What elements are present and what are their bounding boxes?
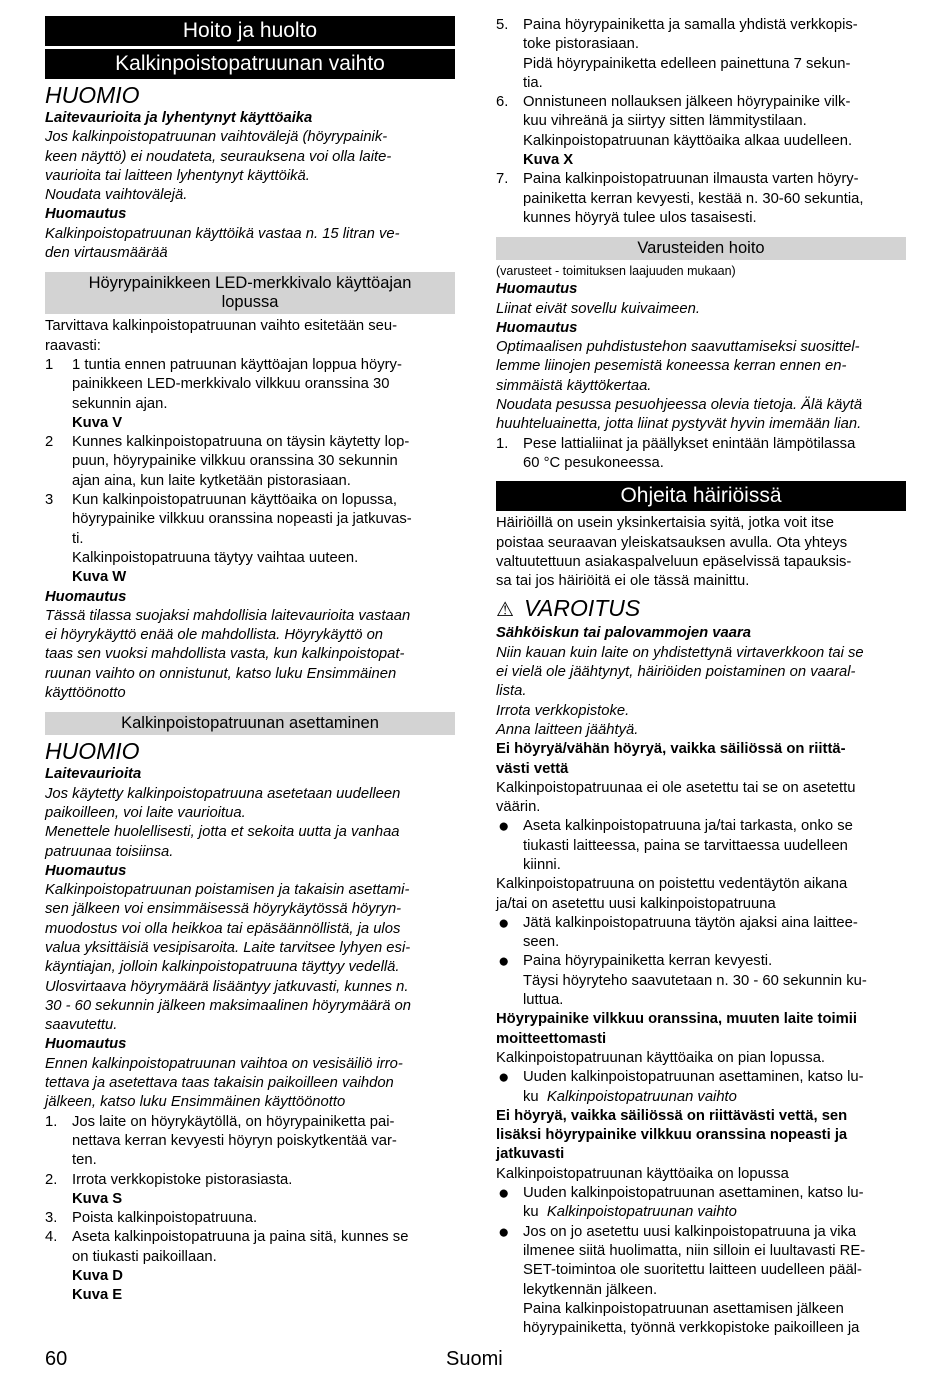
section-heading-cartridge-replacement: Kalkinpoistopatruunan vaihto bbox=[45, 49, 455, 79]
step-item bbox=[45, 1171, 455, 1210]
text-line: Kun kalkinpoistopatruunan käyttöaika on lopussa, bbox=[72, 492, 397, 509]
text-line: Kalkinpoistopatruunaa ei ole asetettu tai se on asetettu bbox=[496, 779, 856, 796]
figure-reference: Kuva V bbox=[72, 414, 123, 431]
text-line: taas sen vuoksi mahdollista vasta, kun kalkinpoistopat- bbox=[45, 646, 405, 663]
note-title: Huomautus bbox=[496, 319, 578, 336]
step-number: 7. bbox=[496, 171, 509, 188]
text-line: jälkeen, katso luku Ensimmäinen käyttöönotto bbox=[45, 1094, 346, 1111]
text-line: lekytkennän jälkeen. bbox=[523, 1281, 658, 1298]
notice-subtitle: Laitevaurioita bbox=[45, 766, 142, 783]
accessories-scope-note: (varusteet - toimituksen laajuuden mukaan) bbox=[496, 264, 736, 279]
text-line: Ennen kalkinpoistopatruunan vaihtoa on vesisäiliö irro- bbox=[45, 1055, 403, 1072]
note-body bbox=[45, 881, 455, 1035]
problem-cause: Kalkinpoistopatruunan käyttöaika on lopussa bbox=[496, 1165, 789, 1182]
text-line: saavutettu. bbox=[45, 1017, 118, 1034]
note-body bbox=[496, 338, 906, 434]
notice-body bbox=[45, 128, 455, 205]
text-line: ten. bbox=[72, 1152, 97, 1169]
bullet-icon: ● bbox=[498, 1067, 510, 1089]
remedy-bullet bbox=[496, 914, 906, 953]
text-line: Aseta kalkinpoistopatruuna ja paina sitä, kunnes se bbox=[72, 1229, 409, 1246]
text-line: Paina kalkinpoistopatruunan ilmausta varten höyry- bbox=[523, 171, 859, 188]
text-line: Uuden kalkinpoistopatruunan asettaminen, katso lu- bbox=[523, 1069, 864, 1086]
text-line: Jos laite on höyrykäytöllä, on höyrypainiketta pai- bbox=[72, 1113, 395, 1130]
text-line: Häiriöillä on usein yksinkertaisia syitä, jotka voit itse bbox=[496, 515, 835, 532]
text-line: puun, höyrypainike vilkkuu oranssina 30 sekunnin bbox=[72, 453, 398, 470]
remedy-bullet bbox=[496, 1068, 906, 1107]
text-line: 60 °C pesukoneessa. bbox=[523, 454, 664, 471]
figure-reference: Kuva D bbox=[72, 1268, 123, 1285]
notice-subtitle: Laitevaurioita ja lyhentynyt käyttöaika bbox=[45, 110, 313, 126]
note-body bbox=[496, 300, 906, 319]
text-line: Kalkinpoistopatruuna täytyy vaihtaa uuteen. bbox=[72, 549, 359, 566]
warning-body bbox=[496, 644, 906, 740]
step-number: 1. bbox=[45, 1113, 58, 1130]
text-line: Kalkinpoistopatruunan poistamisen ja takaisin asettami- bbox=[45, 882, 410, 899]
text-line: raavasti: bbox=[45, 337, 101, 354]
text-line: Uuden kalkinpoistopatruunan asettaminen, katso lu- bbox=[523, 1185, 864, 1202]
text-line: keen näyttö) ei noudateta, seurauksena voi olla laite- bbox=[45, 148, 392, 165]
problem-cause bbox=[496, 779, 906, 818]
text-line: väärin. bbox=[496, 799, 541, 816]
step-number: 5. bbox=[496, 17, 509, 33]
text-line: Kalkinpoistopatruunan käyttöikä vastaa n. 15 litran ve- bbox=[45, 225, 400, 242]
text-line: Höyrypainikkeen LED-merkkivalo käyttöajan bbox=[88, 274, 412, 293]
text-line: 30 - 60 sekunnin jälkeen maksimaalinen höyrymäärä on bbox=[45, 997, 412, 1014]
text-line: Pese lattialiinat ja päällykset enintään lämpötilassa bbox=[523, 435, 856, 452]
text-line: Kalkinpoistopatruuna on poistettu vedentäytön aikana bbox=[496, 876, 848, 893]
figure-reference: Kuva W bbox=[72, 569, 127, 586]
text-line: sa tai jos häiriöitä ei ole tässä mainittu. bbox=[496, 573, 750, 590]
text-line: Jätä kalkinpoistopatruuna täytön ajaksi aina laittee- bbox=[523, 914, 858, 931]
step-number: 2. bbox=[45, 1171, 58, 1188]
text-line: Jos on jo asetettu uusi kalkinpoistopatruuna ja vika bbox=[523, 1223, 857, 1240]
note-body bbox=[45, 225, 455, 264]
text-line: ei vielä ole jäähtynyt, häiriöiden poistaminen on vaaral- bbox=[496, 664, 856, 681]
notice-title: HUOMIO bbox=[45, 82, 140, 108]
note-title: Huomautus bbox=[45, 862, 127, 879]
warning-title: VAROITUS bbox=[523, 595, 641, 622]
text-line: muodostus voi olla heikkoa tai epäsäännöllistä, ja ulos bbox=[45, 920, 401, 937]
text-line: ti. bbox=[72, 530, 84, 547]
text-line: Anna laitteen jäähtyä. bbox=[496, 721, 639, 738]
text-line: 1 tuntia ennen patruunan käyttöajan loppua höyry- bbox=[72, 356, 402, 373]
remedy-bullet bbox=[496, 1184, 906, 1223]
step-number: 3. bbox=[45, 1210, 58, 1227]
step-item bbox=[45, 1209, 455, 1228]
text-line: valua yksittäisiä vesipisaroita. Laite tarvitsee lyhyen esi- bbox=[45, 939, 411, 956]
text-line: Ei höyryä, vaikka säiliössä on riittävästi vettä, sen bbox=[496, 1107, 848, 1124]
text-line: Täysi höyryteho saavutetaan n. 30 - 60 sekunnin ku- bbox=[523, 972, 867, 989]
figure-reference: Kuva S bbox=[72, 1190, 123, 1207]
text-line: Jos kalkinpoistopatruunan vaihtovälejä (höyrypainik- bbox=[45, 129, 388, 146]
note-body bbox=[45, 607, 455, 703]
text-line bbox=[523, 1203, 906, 1222]
remedy-bullet bbox=[496, 952, 906, 1010]
text-line: Ulosvirtaava höyrymäärä lisääntyy jatkuvasti, kunnes n. bbox=[45, 978, 409, 995]
page-number: 60 bbox=[45, 1348, 68, 1370]
text-line: luttua. bbox=[523, 992, 564, 1009]
text-line: ilmenee siitä huolimatta, niin silloin ei luultavasti RE- bbox=[523, 1242, 866, 1259]
text-line: Noudata pesussa pesuohjeessa olevia tietoja. Älä käytä bbox=[496, 397, 863, 414]
step-item bbox=[496, 93, 906, 170]
text-line: västi vettä bbox=[496, 760, 569, 777]
text-line: Liinat eivät sovellu kuivaimeen. bbox=[496, 300, 700, 317]
list-item bbox=[45, 356, 455, 433]
text-line: Noudata vaihtovälejä. bbox=[45, 187, 188, 204]
text-line: sekunnin ajan. bbox=[72, 395, 168, 412]
subsection-heading-led bbox=[45, 272, 455, 314]
text-line: kiinni. bbox=[523, 856, 561, 873]
step-item bbox=[45, 1228, 455, 1305]
figure-reference: Kuva E bbox=[72, 1287, 123, 1304]
text-line: Irrota verkkopistoke. bbox=[496, 702, 630, 719]
text-line: Jos käytetty kalkinpoistopatruuna asetetaan uudelleen bbox=[45, 785, 401, 802]
bullet-icon: ● bbox=[498, 1183, 510, 1205]
text-line: ruunan vaihto on onnistunut, katso luku Ensimmäinen bbox=[45, 665, 397, 682]
text-line: Optimaalisen puhdistustehon saavuttamiseksi suosittel- bbox=[496, 339, 860, 356]
led-intro bbox=[45, 317, 455, 356]
text-line: Kalkinpoistopatruunan käyttöaika alkaa uudelleen. bbox=[523, 132, 853, 149]
step-item bbox=[45, 1113, 455, 1171]
text-line: vaurioita tai laitteen lyhentynyt käyttöikä. bbox=[45, 167, 310, 184]
text-line: huuhteluainetta, jotta liinat pystyvät hyvin imemään lian. bbox=[496, 416, 862, 433]
text-line: Ei höyryä/vähän höyryä, vaikka säiliössä on riittä- bbox=[496, 741, 846, 758]
text-line: SET-toimintoa ole suoritettu laitteen uudelleen pääl- bbox=[523, 1262, 862, 1279]
text-line: Tarvittava kalkinpoistopatruunan vaihto esitetään seu- bbox=[45, 318, 398, 335]
troubleshooting-intro bbox=[496, 514, 906, 591]
text-line: lista. bbox=[496, 683, 527, 700]
text-line: kuu vihreänä ja siirtyy sitten lämmitystilaan. bbox=[523, 113, 807, 130]
item-number: 3 bbox=[45, 492, 54, 509]
text-line: Paina kalkinpoistopatruunan asettamisen jälkeen bbox=[523, 1300, 844, 1317]
text-line: den virtausmäärää bbox=[45, 245, 168, 262]
text-line: Poista kalkinpoistopatruuna. bbox=[72, 1210, 258, 1227]
text-line: painikkeen LED-merkkivalo vilkkuu oranssina 30 bbox=[72, 376, 390, 393]
text-line: Aseta kalkinpoistopatruuna ja/tai tarkasta, onko se bbox=[523, 818, 853, 835]
text-line: Tässä tilassa suojaksi mahdollisia laitevaurioita vastaan bbox=[45, 607, 411, 624]
step-item bbox=[496, 435, 906, 474]
text-line: seen. bbox=[523, 934, 560, 951]
bullet-icon: ● bbox=[498, 912, 510, 934]
text-line bbox=[523, 1088, 906, 1107]
note-title: Huomautus bbox=[45, 588, 127, 605]
text-line: lemme liinojen pesemistä koneessa kerran ennen en- bbox=[496, 358, 847, 375]
subsection-heading-accessories: Varusteiden hoito bbox=[496, 237, 906, 260]
text-line: Höyrypainike vilkkuu oranssina, muuten laite toimii bbox=[496, 1011, 857, 1028]
text-line: painiketta kerran kevyesti, kestää n. 30-60 sekuntia, bbox=[523, 190, 864, 207]
text-line: Niin kauan kuin laite on yhdistettynä virtaverkkoon tai se bbox=[496, 644, 864, 661]
list-item bbox=[45, 491, 455, 587]
right-column bbox=[496, 16, 906, 1338]
section-heading-maintenance: Hoito ja huolto bbox=[45, 16, 455, 46]
warning-triangle-icon: ⚠ bbox=[496, 599, 514, 622]
text-line: käyntiajan, jolloin kalkinpoistopatruuna täyttyy vedellä. bbox=[45, 959, 400, 976]
footer-language: Suomi bbox=[446, 1348, 503, 1370]
bullet-icon: ● bbox=[498, 1221, 510, 1243]
warning-subtitle: Sähköiskun tai palovammojen vaara bbox=[496, 625, 751, 642]
text-line: tia. bbox=[523, 74, 543, 91]
notice-body bbox=[45, 785, 455, 862]
text-fragment: ku bbox=[523, 1088, 539, 1105]
text-line: kunnes höyryä tulee ulos tasaisesti. bbox=[523, 209, 757, 226]
step-number: 4. bbox=[45, 1229, 58, 1246]
bullet-icon: ● bbox=[498, 951, 510, 973]
cross-reference: Kalkinpoistopatruunan vaihto bbox=[546, 1204, 737, 1221]
text-line: sen jälkeen voi ensimmäisessä höyrykäytössä höyryn- bbox=[45, 901, 402, 918]
list-item bbox=[45, 433, 455, 491]
text-line: jatkuvasti bbox=[496, 1146, 565, 1163]
text-line: poistaa seuraavan yleiskatsauksen avulla. Ota yhteys bbox=[496, 534, 848, 551]
text-line: valtuutettuun asiakaspalveluun epäselvissä tapauksis- bbox=[496, 553, 852, 570]
text-line: on tiukasti paikoillaan. bbox=[72, 1248, 217, 1265]
text-line: tiukasti laitteessa, paina se tarvittaessa uudelleen bbox=[523, 837, 848, 854]
note-title: Huomautus bbox=[45, 1036, 127, 1053]
remedy-bullet bbox=[496, 1223, 906, 1339]
text-line: ja/tai on asetettu uusi kalkinpoistopatruuna bbox=[496, 895, 776, 912]
item-number: 2 bbox=[45, 434, 54, 451]
text-line: toke pistorasiaan. bbox=[523, 36, 639, 53]
section-heading-troubleshooting: Ohjeita häiriöissä bbox=[496, 481, 906, 511]
text-line: paikoilleen, voi laite vaurioitua. bbox=[45, 804, 246, 821]
text-fragment: ku bbox=[523, 1204, 539, 1221]
text-line: simmäistä käyttökertaa. bbox=[496, 377, 652, 394]
text-line: nettava kerran kevyesti höyryn poiskytkentää var- bbox=[72, 1132, 397, 1149]
note-title: Huomautus bbox=[496, 281, 578, 298]
text-line: tettava ja asetettava taas takaisin paikoilleen vaihdon bbox=[45, 1075, 394, 1092]
notice-title: HUOMIO bbox=[45, 738, 140, 765]
figure-reference: Kuva X bbox=[523, 152, 574, 169]
step-number: 1. bbox=[496, 435, 509, 452]
text-line: Paina höyrypainiketta kerran kevyesti. bbox=[523, 953, 773, 970]
bullet-icon: ● bbox=[498, 816, 510, 838]
remedy-bullet bbox=[496, 817, 906, 875]
step-number: 6. bbox=[496, 94, 509, 111]
note-title: Huomautus bbox=[45, 206, 127, 223]
text-line: moitteettomasti bbox=[496, 1030, 607, 1047]
left-column bbox=[45, 16, 455, 1306]
step-item bbox=[496, 170, 906, 228]
item-number: 1 bbox=[45, 356, 54, 373]
text-line: Pidä höyrypainiketta edelleen painettuna 7 sekun- bbox=[523, 55, 851, 72]
text-line: ei höyrykäyttö enää ole mahdollista. Höyrykäyttö on bbox=[45, 627, 384, 644]
problem-title bbox=[496, 1107, 906, 1165]
problem-title bbox=[496, 740, 906, 779]
text-line: Menettele huolellisesti, jotta et sekoita uutta ja vanhaa bbox=[45, 824, 400, 841]
warning-heading bbox=[496, 595, 906, 624]
text-line: Kunnes kalkinpoistopatruuna on täysin käytetty lop- bbox=[72, 434, 410, 451]
problem-cause bbox=[496, 875, 906, 914]
subsection-heading-insert: Kalkinpoistopatruunan asettaminen bbox=[45, 712, 455, 735]
text-line: käyttöönotto bbox=[45, 685, 126, 702]
problem-cause: Kalkinpoistopatruunan käyttöaika on pian lopussa. bbox=[496, 1049, 826, 1066]
text-line: Irrota verkkopistoke pistorasiasta. bbox=[72, 1171, 293, 1188]
text-line: patruunaa toisiinsa. bbox=[45, 843, 174, 860]
cross-reference: Kalkinpoistopatruunan vaihto bbox=[546, 1088, 737, 1105]
problem-title bbox=[496, 1010, 906, 1049]
text-line: Onnistuneen nollauksen jälkeen höyrypainike vilk- bbox=[523, 94, 851, 111]
text-line: höyrypainiketta, työnnä verkkopistoke paikoilleen ja bbox=[523, 1320, 860, 1337]
text-line: lopussa bbox=[221, 293, 279, 312]
text-line: höyrypainike vilkkuu oranssina nopeasti ja jatkuvas- bbox=[72, 511, 412, 528]
text-line: lisäksi höyrypainike vilkkuu oranssina nopeasti ja bbox=[496, 1127, 848, 1144]
text-line: Paina höyrypainiketta ja samalla yhdistä verkkopis- bbox=[523, 17, 858, 33]
text-line: ajan aina, kun laite kytketään pistorasiaan. bbox=[72, 472, 351, 489]
step-item bbox=[496, 16, 906, 93]
note-body bbox=[45, 1055, 455, 1113]
